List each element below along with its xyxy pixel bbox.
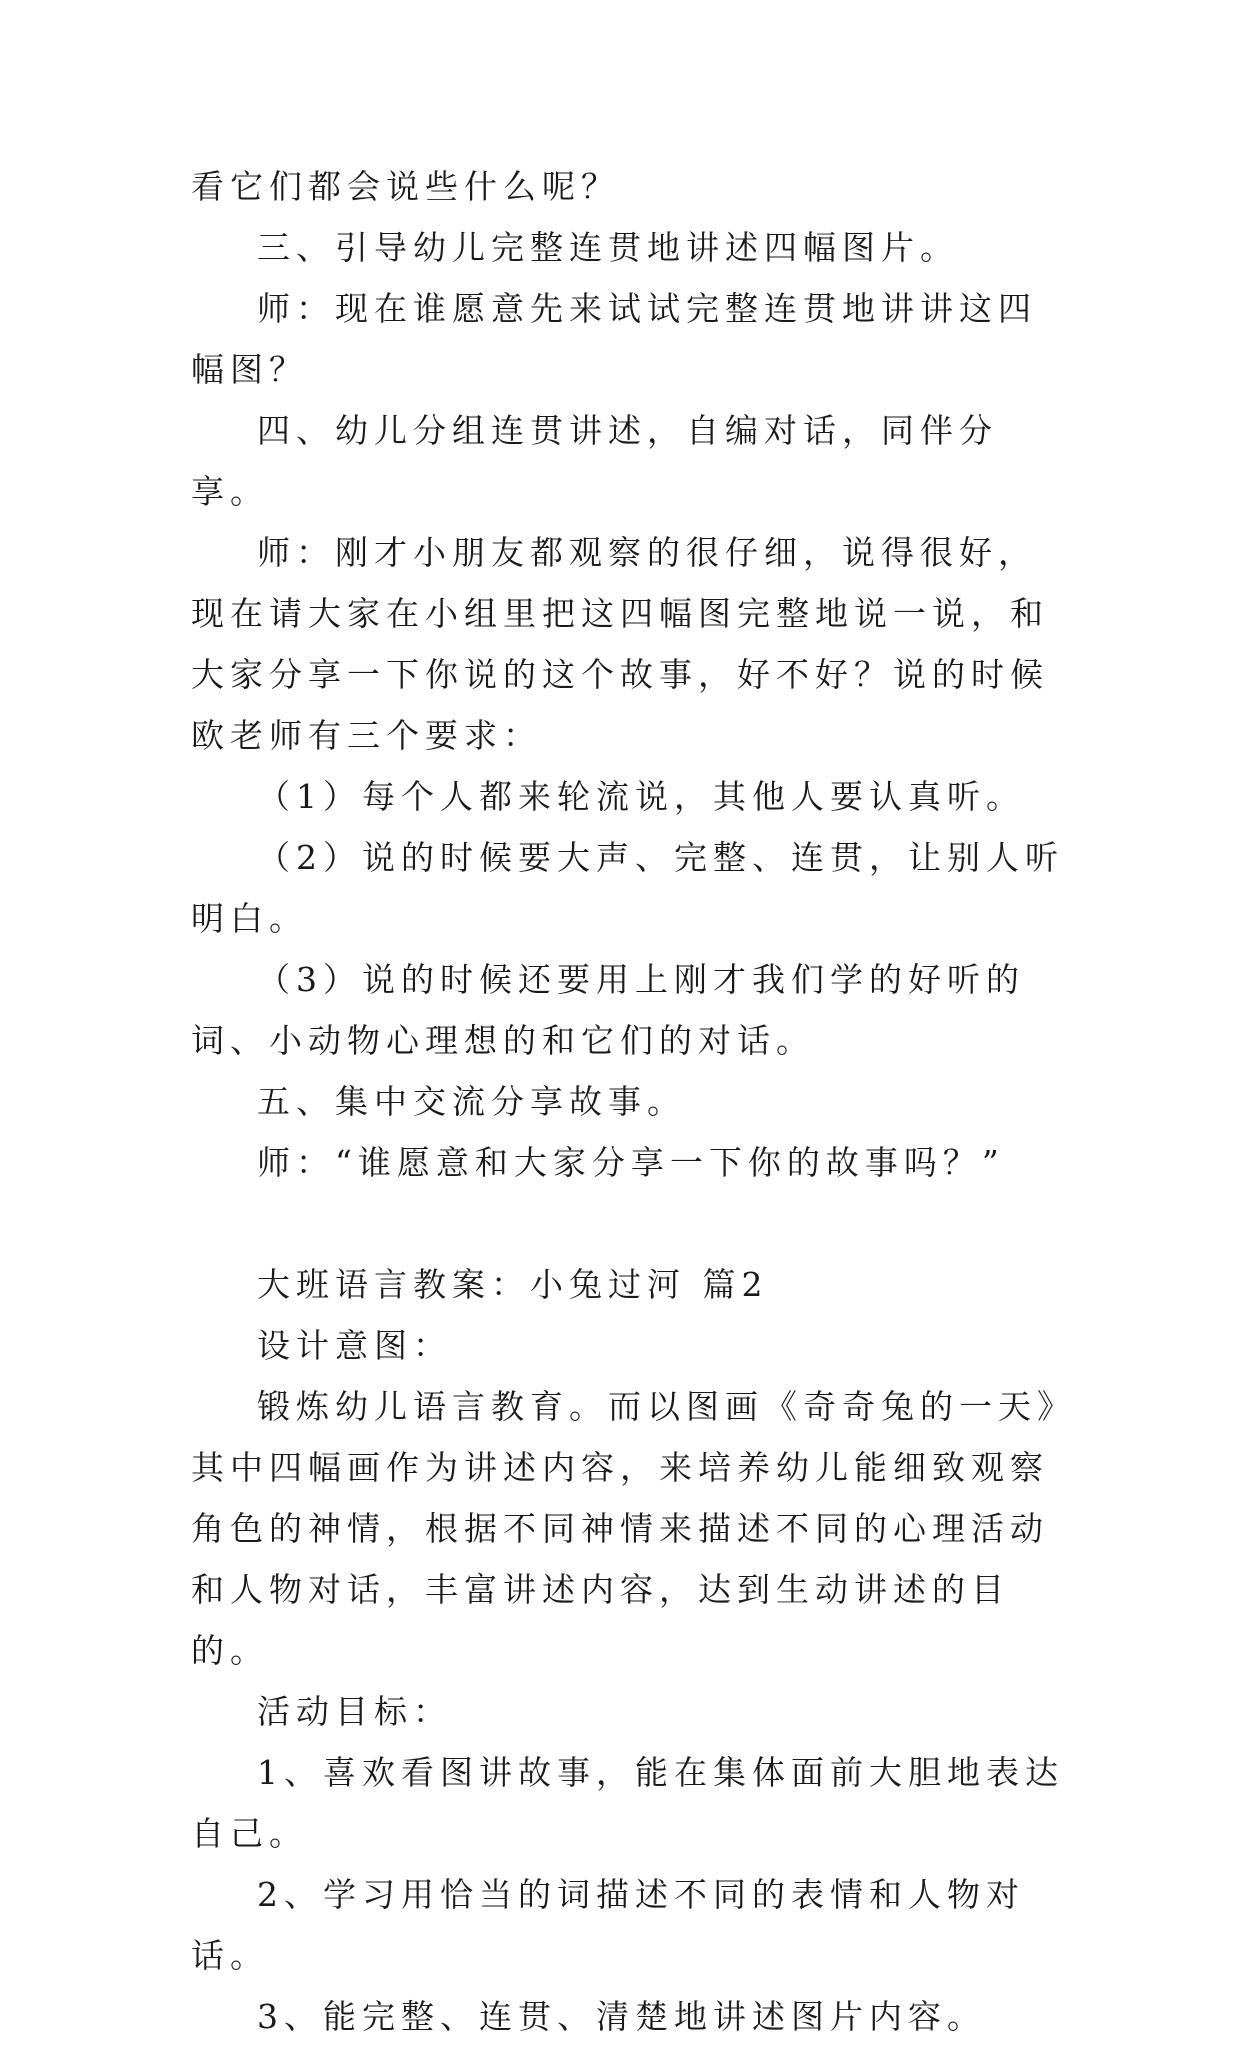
paragraph: 师：现在谁愿意先来试试完整连贯地讲讲这四幅图？	[191, 289, 1037, 389]
paragraph: 2、学习用恰当的词描述不同的表情和人物对话。	[191, 1875, 1025, 1975]
paragraph: 1、喜欢看图讲故事，能在集体面前大胆地表达自己。	[191, 1753, 1064, 1853]
paragraph: 锻炼幼儿语言教育。而以图画《奇奇兔的一天》其中四幅画作为讲述内容，来培养幼儿能细致观察角色的神情，根据不同神情来描述不同的心理活动和人物对话，丰富讲述内容，达到生动讲述的目的。	[191, 1387, 1060, 1670]
paragraph: （2）说的时候要大声、完整、连贯，让别人听明白。	[191, 838, 1064, 938]
paragraph: 四、幼儿分组连贯讲述，自编对话，同伴分享。	[191, 411, 998, 511]
paragraph: 看它们都会说些什么呢？	[191, 167, 620, 206]
section-gap	[191, 1193, 1071, 1254]
paragraph: （1）每个人都来轮流说，其他人要认真听。	[257, 777, 1025, 816]
section-title: 大班语言教案：小兔过河 篇2	[257, 1265, 769, 1304]
document-body	[191, 156, 1071, 2047]
paragraph: 师：刚才小朋友都观察的很仔细，说得很好，现在请大家在小组里把这四幅图完整地说一说，和大家分享一下你说的这个故事，好不好？说的时候欧老师有三个要求：	[191, 533, 1049, 755]
paragraph: 设计意图：	[257, 1326, 452, 1365]
paragraph: 师：“谁愿意和大家分享一下你的故事吗？”	[257, 1143, 1005, 1182]
paragraph: （3）说的时候还要用上刚才我们学的好听的词、小动物心理想的和它们的对话。	[191, 960, 1025, 1060]
paragraph: 五、集中交流分享故事。	[257, 1082, 686, 1121]
paragraph: 3、能完整、连贯、清楚地讲述图片内容。	[257, 1997, 986, 2036]
paragraph: 活动目标：	[257, 1692, 452, 1731]
paragraph: 三、引导幼儿完整连贯地讲述四幅图片。	[257, 228, 959, 267]
